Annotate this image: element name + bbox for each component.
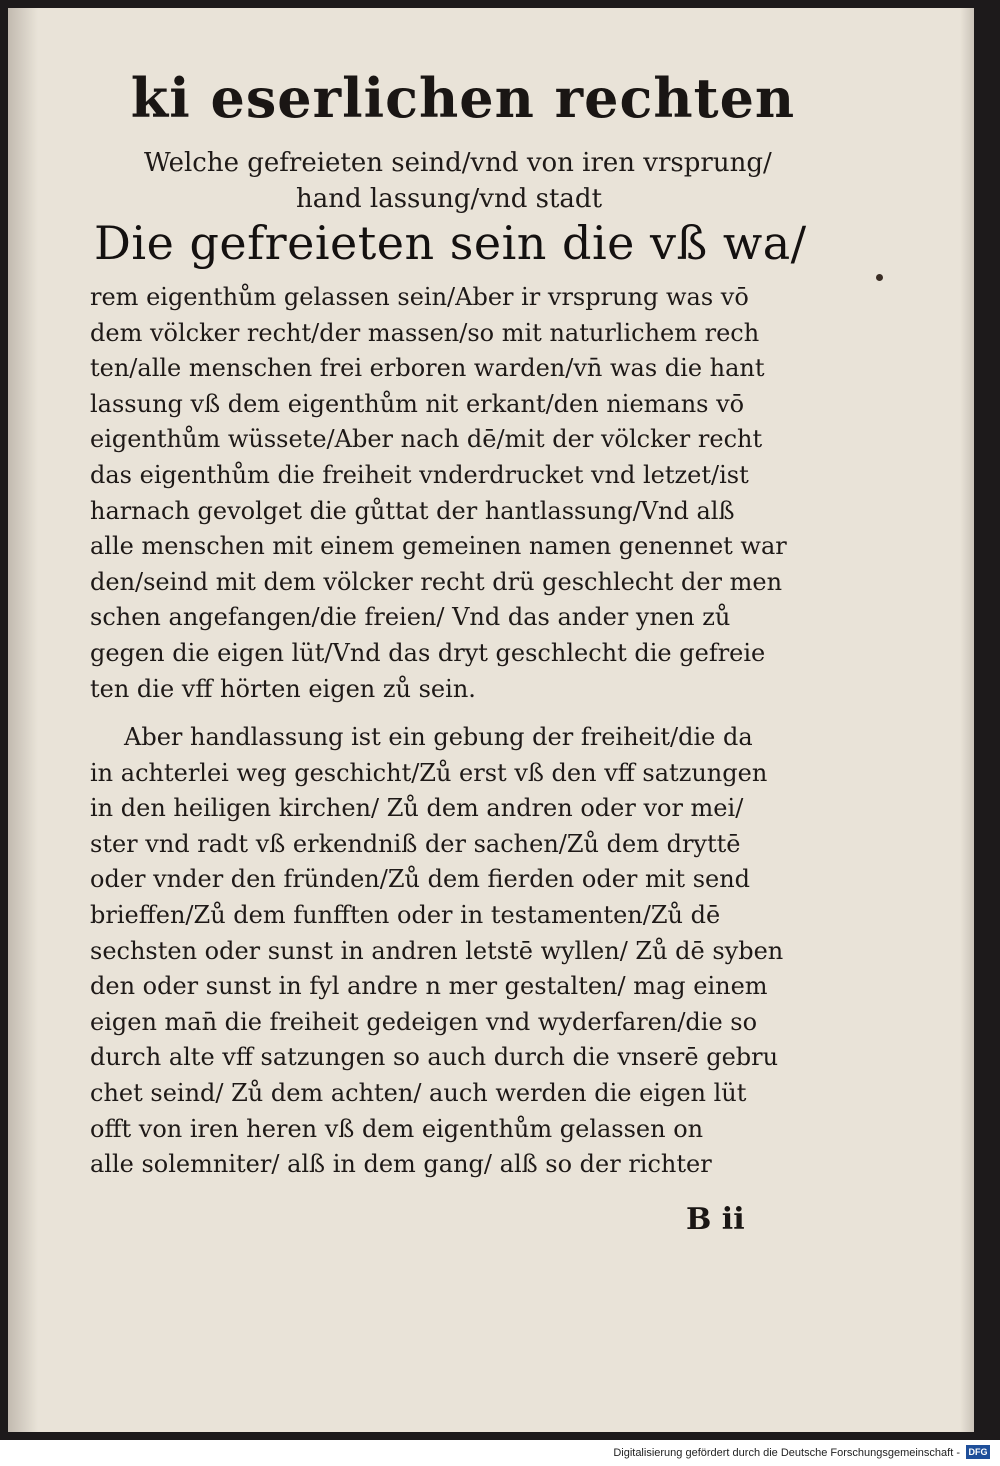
text-line: ster vnd radt vß erkendniß der sachen/Zů dem dryttē [90, 829, 741, 858]
signature-mark: B ii [686, 1202, 745, 1237]
text-line: den oder sunst in fyl andre n mer gestalten/ mag einem [90, 972, 768, 1001]
text-line: dem völcker recht/der massen/so mit naturlichem rech [90, 318, 760, 347]
paragraph-2 [90, 720, 802, 1183]
text-line: alle solemniter/ alß in dem gang/ alß so der richter [90, 1150, 712, 1179]
text-line: ten die vff hörten eigen zů sein. [90, 674, 476, 703]
page-gutter-shadow [8, 8, 38, 1432]
text-line: sechsten oder sunst in andren letstē wyllen/ Zů dē syben [90, 936, 784, 965]
text-line: eigenthům wüssete/Aber nach dē/mit der völcker recht [90, 425, 763, 454]
subheading-line: Welche gefreieten seind/vnd von iren vrsprung/ [144, 148, 772, 178]
book-page [8, 8, 974, 1432]
text-line: rem eigenthům gelassen sein/Aber ir vrsprung was vō [90, 283, 749, 311]
paragraph-1 [90, 280, 802, 707]
text-line: oder vnder den fründen/Zů dem fierden oder mit send [90, 865, 751, 894]
text-line: in den heiligen kirchen/ Zů dem andren oder vor mei/ [90, 794, 744, 823]
dfg-logo: DFG [966, 1445, 990, 1459]
text-line: chet seind/ Zů dem achten/ auch werden die eigen lüt [90, 1078, 747, 1107]
opening-line: Die gefreieten sein die vß wa/ [94, 216, 807, 270]
text-line: brieffen/Zů dem funfften oder in testamenten/Zů dē [90, 900, 721, 929]
text-line: ten/alle menschen frei erboren warden/vn̄ was die hant [90, 354, 765, 383]
running-head: ki eserlichen rechten [130, 66, 796, 130]
text-line: durch alte vff satzungen so auch durch die vnserē gebru [90, 1043, 779, 1072]
text-line: gegen die eigen lüt/Vnd das dryt geschlecht die gefreie [90, 638, 766, 667]
text-line: alle menschen mit einem gemeinen namen genennet war [90, 532, 787, 561]
text-line: eigen man̄ die freiheit gedeigen vnd wyderfaren/die so [90, 1007, 758, 1036]
ink-spot [876, 274, 883, 281]
text-line: schen angefangen/die freien/ Vnd das ander ynen zů [90, 603, 731, 632]
text-line: lassung vß dem eigenthům nit erkant/den niemans vō [90, 389, 745, 418]
funding-credit: Digitalisierung gefördert durch die Deutsche Forschungsgemeinschaft - [613, 1447, 960, 1459]
footer-bar [0, 1440, 1000, 1466]
page-edge-shadow [960, 8, 974, 1432]
text-line: in achterlei weg geschicht/Zů erst vß den vff satzungen [90, 758, 768, 787]
text-line: den/seind mit dem völcker recht drü geschlecht der men [90, 567, 783, 596]
text-line: Aber handlassung ist ein gebung der freiheit/die da [124, 723, 753, 751]
subheading-line: hand lassung/vnd stadt [296, 184, 603, 214]
text-line: offt von iren heren vß dem eigenthům gelassen on [90, 1114, 704, 1143]
text-line: das eigenthům die freiheit vnderdrucket vnd letzet/ist [90, 460, 749, 489]
text-line: harnach gevolget die gůttat der hantlassung/Vnd alß [90, 496, 735, 525]
